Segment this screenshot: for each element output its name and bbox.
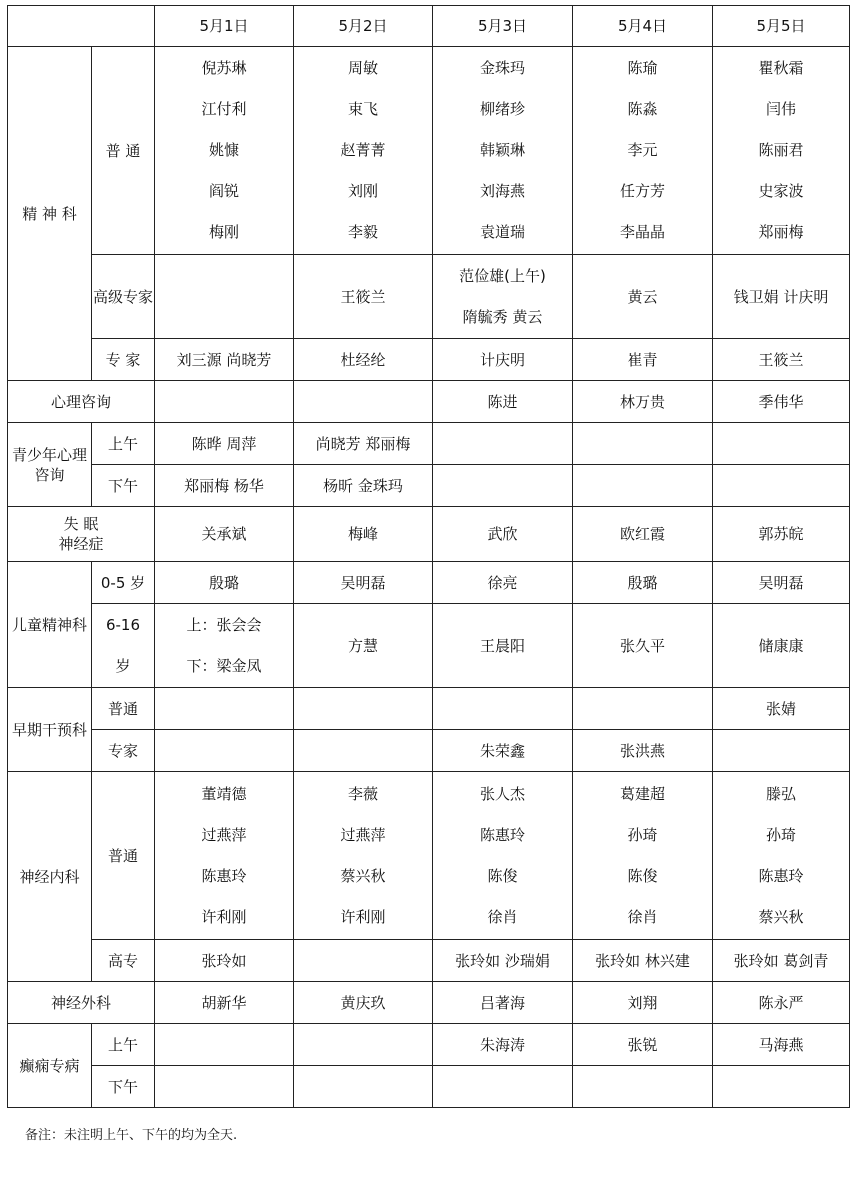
doctor-cell	[573, 772, 713, 940]
doctor-name: 李晶晶	[619, 223, 665, 241]
table-row	[8, 507, 850, 562]
sub-label: 0-5 岁	[92, 562, 155, 604]
doctor-cell: 殷璐	[155, 562, 294, 604]
doctor-cell	[155, 730, 294, 772]
doctor-name: 李薇	[347, 784, 378, 803]
sub-label: 上午	[92, 1024, 155, 1066]
doctor-cell: 关承斌	[155, 507, 294, 562]
doctor-cell	[433, 772, 573, 940]
doctor-cell	[573, 1066, 713, 1108]
doctor-name: 袁道瑞	[479, 223, 525, 241]
doctor-cell	[155, 772, 294, 940]
dept-label: 青少年心理咨询	[8, 423, 92, 507]
doctor-name: 过燕萍	[201, 825, 247, 844]
doctor-cell: 方慧	[294, 604, 433, 688]
doctor-cell: 计庆明	[433, 339, 573, 381]
doctor-name: 徐肖	[487, 907, 518, 926]
doctor-cell: 殷璐	[573, 562, 713, 604]
doctor-cell	[433, 47, 573, 255]
doctor-cell: 欧红霞	[573, 507, 713, 562]
doctor-name: 束飞	[347, 100, 378, 118]
table-row	[8, 982, 850, 1024]
doctor-cell	[155, 604, 294, 688]
doctor-name: 姚慷	[208, 141, 239, 159]
doctor-cell: 陈进	[433, 381, 573, 423]
doctor-cell: 王筱兰	[713, 339, 850, 381]
doctor-cell	[433, 423, 573, 465]
doctor-cell	[155, 255, 294, 339]
doctor-cell: 朱海涛	[433, 1024, 573, 1066]
doctor-name: 陈丽君	[758, 141, 804, 159]
doctor-name: 周敏	[347, 59, 378, 77]
doctor-cell	[433, 255, 573, 339]
doctor-name: 梅刚	[208, 223, 239, 241]
table-row	[8, 47, 850, 255]
corner-cell	[8, 6, 155, 47]
doctor-name: 孙琦	[627, 825, 658, 844]
table-row	[8, 255, 850, 339]
table-row	[8, 339, 850, 381]
doctor-cell: 刘三源 尚晓芳	[155, 339, 294, 381]
doctor-cell	[155, 47, 294, 255]
doctor-cell	[713, 730, 850, 772]
sub-label-line: 岁	[115, 656, 131, 675]
doctor-cell	[294, 381, 433, 423]
doctor-name: 柳绪珍	[479, 100, 525, 118]
doctor-cell	[294, 940, 433, 982]
doctor-name: 葛建超	[619, 784, 665, 803]
doctor-cell	[155, 688, 294, 730]
sub-label: 专 家	[92, 339, 155, 381]
header-row	[8, 6, 850, 47]
doctor-cell: 陈永严	[713, 982, 850, 1024]
doctor-name: 徐肖	[627, 907, 658, 926]
doctor-cell: 尚晓芳 郑丽梅	[294, 423, 433, 465]
doctor-cell	[294, 1066, 433, 1108]
doctor-name: 赵菁菁	[340, 141, 386, 159]
doctor-cell: 张锐	[573, 1024, 713, 1066]
doctor-name: 刘海燕	[479, 182, 525, 200]
doctor-name: 陈俊	[487, 866, 518, 885]
dept-label: 癫痫专病	[8, 1024, 92, 1108]
doctor-cell	[713, 465, 850, 507]
sub-label	[92, 604, 155, 688]
doctor-cell: 梅峰	[294, 507, 433, 562]
dept-label	[8, 507, 155, 562]
header-date: 5月1日	[155, 6, 294, 47]
sub-label: 专家	[92, 730, 155, 772]
doctor-cell: 张洪燕	[573, 730, 713, 772]
doctor-name: 隋毓秀 黄云	[462, 307, 543, 326]
doctor-name: 陈惠玲	[201, 866, 247, 885]
table-row	[8, 465, 850, 507]
table-row	[8, 562, 850, 604]
doctor-name: 李元	[627, 141, 658, 159]
sub-label: 普 通	[92, 47, 155, 255]
doctor-cell: 张婧	[713, 688, 850, 730]
header-date: 5月5日	[713, 6, 850, 47]
doctor-cell	[433, 1066, 573, 1108]
doctor-cell	[713, 772, 850, 940]
doctor-cell: 朱荣鑫	[433, 730, 573, 772]
doctor-name: 范俭雄(上午)	[459, 266, 546, 285]
table-row	[8, 381, 850, 423]
doctor-name: 任方芳	[619, 182, 665, 200]
doctor-cell: 钱卫娟 计庆明	[713, 255, 850, 339]
doctor-cell: 吴明磊	[713, 562, 850, 604]
table-row	[8, 730, 850, 772]
doctor-cell: 张玲如 葛剑青	[713, 940, 850, 982]
doctor-cell: 王晨阳	[433, 604, 573, 688]
doctor-cell	[713, 47, 850, 255]
dept-label: 儿童精神科	[8, 562, 92, 688]
footnote: 备注：未注明上午、下午的均为全天.	[25, 1128, 238, 1143]
doctor-name: 孙琦	[765, 825, 796, 844]
doctor-name: 阎锐	[208, 182, 239, 200]
doctor-name: 陈淼	[627, 100, 658, 118]
doctor-cell	[713, 1066, 850, 1108]
doctor-cell: 林万贵	[573, 381, 713, 423]
doctor-name: 韩颖琳	[479, 141, 525, 159]
doctor-cell: 徐亮	[433, 562, 573, 604]
doctor-cell: 王筱兰	[294, 255, 433, 339]
doctor-name: 闫伟	[765, 100, 796, 118]
doctor-cell	[573, 47, 713, 255]
doctor-name: 陈俊	[627, 866, 658, 885]
doctor-cell	[294, 730, 433, 772]
table-row	[8, 940, 850, 982]
sub-label: 普通	[92, 772, 155, 940]
sub-label-line: 6-16	[105, 615, 141, 634]
doctor-name: 倪苏琳	[201, 59, 247, 77]
doctor-name: 许利刚	[340, 907, 386, 926]
doctor-cell: 黄云	[573, 255, 713, 339]
sub-label: 下午	[92, 465, 155, 507]
table-row	[8, 772, 850, 940]
doctor-name: 金珠玛	[479, 59, 525, 77]
doctor-cell	[155, 1024, 294, 1066]
dept-label-line: 神经症	[58, 535, 104, 553]
dept-label: 心理咨询	[8, 381, 155, 423]
doctor-name: 陈惠玲	[758, 866, 804, 885]
doctor-cell: 储康康	[713, 604, 850, 688]
header-date: 5月2日	[294, 6, 433, 47]
doctor-cell	[713, 423, 850, 465]
doctor-cell	[294, 1024, 433, 1066]
doctor-cell: 张玲如 沙瑞娟	[433, 940, 573, 982]
doctor-name: 李毅	[347, 223, 378, 241]
doctor-cell	[294, 688, 433, 730]
doctor-name: 董靖德	[201, 784, 247, 803]
doctor-cell: 郭苏皖	[713, 507, 850, 562]
header-date: 5月3日	[433, 6, 573, 47]
doctor-cell: 吕著海	[433, 982, 573, 1024]
sub-label: 普通	[92, 688, 155, 730]
doctor-cell	[573, 688, 713, 730]
doctor-name: 许利刚	[201, 907, 247, 926]
doctor-cell: 张久平	[573, 604, 713, 688]
doctor-cell: 杜经纶	[294, 339, 433, 381]
doctor-cell: 武欣	[433, 507, 573, 562]
dept-label: 早期干预科	[8, 688, 92, 772]
doctor-name: 江付利	[201, 100, 247, 118]
doctor-name: 过燕萍	[340, 825, 386, 844]
table-row	[8, 423, 850, 465]
doctor-cell	[433, 688, 573, 730]
doctor-name: 蔡兴秋	[340, 866, 386, 885]
dept-label: 神经外科	[8, 982, 155, 1024]
doctor-name: 上：张会会	[186, 615, 262, 634]
doctor-cell: 黄庆玖	[294, 982, 433, 1024]
sub-label: 下午	[92, 1066, 155, 1108]
doctor-name: 陈惠玲	[479, 825, 525, 844]
dept-label: 神经内科	[8, 772, 92, 982]
doctor-cell	[433, 465, 573, 507]
dept-label-line: 失 眠	[63, 515, 99, 533]
doctor-cell: 吴明磊	[294, 562, 433, 604]
doctor-cell: 崔青	[573, 339, 713, 381]
header-date: 5月4日	[573, 6, 713, 47]
doctor-cell	[294, 772, 433, 940]
doctor-cell: 张玲如	[155, 940, 294, 982]
doctor-name: 陈瑜	[627, 59, 658, 77]
doctor-cell: 刘翔	[573, 982, 713, 1024]
doctor-cell: 陈晔 周萍	[155, 423, 294, 465]
doctor-cell	[294, 47, 433, 255]
doctor-name: 刘刚	[347, 182, 378, 200]
doctor-cell	[573, 423, 713, 465]
table-row	[8, 688, 850, 730]
doctor-cell	[155, 381, 294, 423]
table-row	[8, 604, 850, 688]
schedule-table	[7, 5, 850, 1108]
doctor-cell: 张玲如 林兴建	[573, 940, 713, 982]
sub-label: 上午	[92, 423, 155, 465]
dept-label: 精 神 科	[8, 47, 92, 381]
doctor-cell: 杨昕 金珠玛	[294, 465, 433, 507]
table-row	[8, 1024, 850, 1066]
doctor-name: 张人杰	[479, 784, 525, 803]
doctor-cell: 马海燕	[713, 1024, 850, 1066]
table-row	[8, 1066, 850, 1108]
doctor-name: 蔡兴秋	[758, 907, 804, 926]
doctor-name: 滕弘	[765, 784, 796, 803]
doctor-name: 郑丽梅	[758, 223, 804, 241]
sub-label: 高级专家	[92, 255, 155, 339]
doctor-name: 瞿秋霜	[758, 59, 804, 77]
doctor-name: 下：梁金凤	[186, 656, 262, 675]
doctor-cell	[155, 1066, 294, 1108]
doctor-cell: 季伟华	[713, 381, 850, 423]
doctor-name: 史家波	[758, 182, 804, 200]
sub-label: 高专	[92, 940, 155, 982]
doctor-cell	[573, 465, 713, 507]
doctor-cell: 郑丽梅 杨华	[155, 465, 294, 507]
doctor-cell: 胡新华	[155, 982, 294, 1024]
